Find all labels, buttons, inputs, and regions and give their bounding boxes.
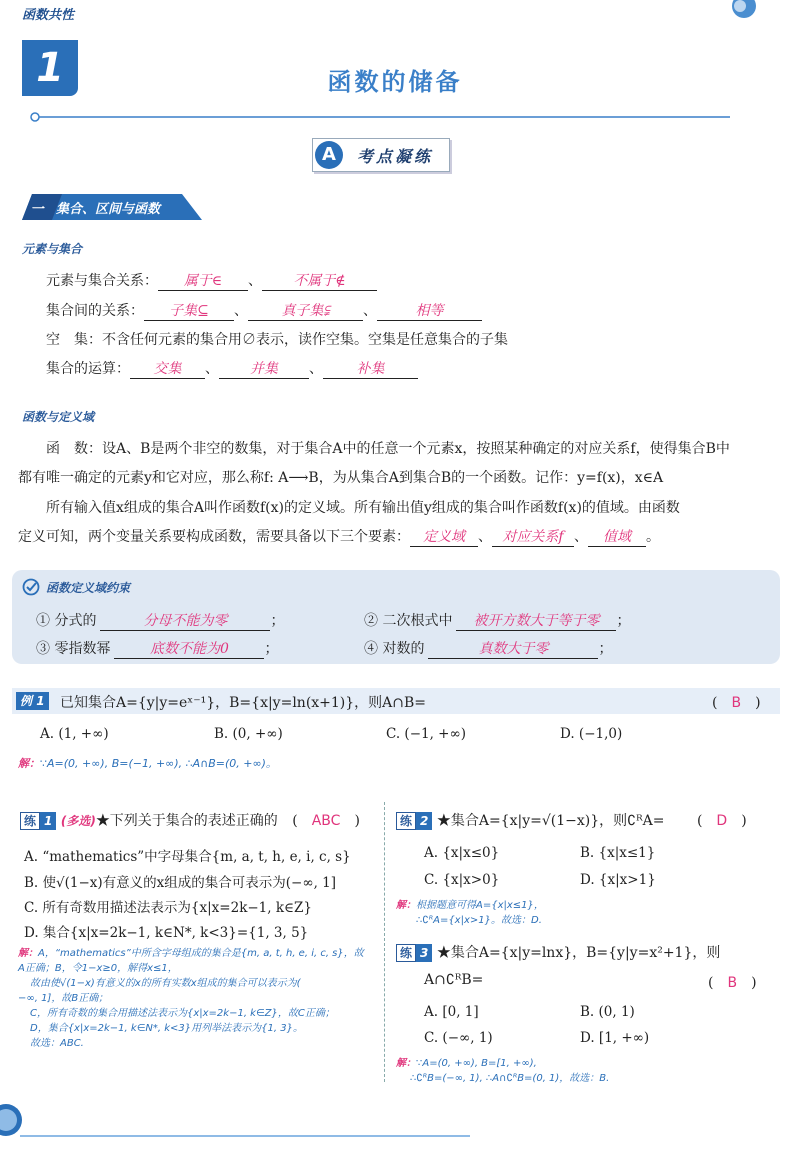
part-banner-text: 集合、区间与函数 xyxy=(56,202,161,217)
practice-num: 3 xyxy=(416,944,432,962)
part-banner-number: 一 xyxy=(32,202,46,217)
subheading-function-domain: 函数与定义域 xyxy=(22,410,95,424)
corner-logo-icon xyxy=(722,0,762,20)
constraint-zero-power: ③ 零指数幂 底数不能为0 ； xyxy=(36,641,279,657)
section-badge-letter: A xyxy=(315,141,343,169)
example-1-answer: ( B ) xyxy=(712,695,761,711)
practice-2-solution: 解：根据题意可得A={x|x≤1}， ∴∁ᴿA={x|x>1}。故选：D. xyxy=(396,900,544,926)
practice-3-solution: 解：∵A=(0, +∞), B=[1, +∞), ∴∁ᴿB=(−∞, 1), ∴A∩∁ᴿB=(0, 1)，故选：B. xyxy=(396,1058,610,1084)
blank-subset: 子集⊆ xyxy=(169,303,209,319)
practice-3-option-a: A. [0, 1] xyxy=(424,1004,479,1020)
element-mapping: 对应关系f xyxy=(502,529,564,545)
page-footer xyxy=(0,1100,790,1150)
check-icon xyxy=(22,578,40,600)
example-1-option-a: A. (1, +∞) xyxy=(40,726,109,742)
practice-3-header xyxy=(396,942,776,962)
blank-proper-subset: 真子集⫋ xyxy=(281,303,330,319)
practice-3-option-b: B. (0, 1) xyxy=(580,1004,635,1020)
practice-1-answer: ( ABC ) xyxy=(292,813,360,829)
practice-num: 2 xyxy=(416,812,432,830)
example-1-option-d: D. (−1,0) xyxy=(560,726,623,742)
practice-2-option-b: B. {x|x≤1} xyxy=(580,845,656,861)
practice-1-question: ★下列关于集合的表述正确的 xyxy=(95,813,278,829)
label: ④ 对数的 xyxy=(364,641,425,657)
practice-3-question-line2: A∩∁ᴿB= ( B ) xyxy=(424,972,757,991)
practice-3-option-d: D. [1, +∞) xyxy=(580,1030,650,1046)
constraint-fraction: ① 分式的 分母不能为零 ； xyxy=(36,613,285,629)
answer: 底数不能为0 xyxy=(149,641,229,657)
practice-1-option-a: A. “mathematics”中字母集合{m, a, t, h, e, i, c, s} xyxy=(24,849,351,865)
practice-2-header xyxy=(396,810,776,830)
label: ② 二次根式中 xyxy=(364,613,453,629)
label: 元素与集合关系： xyxy=(46,273,158,289)
practice-3-question: ★集合A={x|y=lnx}，B={y|y=x²+1}，则 xyxy=(436,945,721,961)
blank-union: 并集 xyxy=(250,361,278,377)
chapter-title: 函数的储备 xyxy=(327,68,463,96)
label: 集合的运算： xyxy=(46,361,130,377)
practice-2-option-c: C. {x|x>0} xyxy=(424,872,500,888)
practice-2-answer: ( D ) xyxy=(696,813,747,829)
function-def-line2: 都有唯一确定的元素y和它对应，那么称f: A⟶B，为从集合A到集合B的一个函数。记作：y=f(x)，x∈A xyxy=(18,470,664,486)
element-domain: 定义域 xyxy=(423,529,465,545)
element-range: 值域 xyxy=(603,529,631,545)
column-divider xyxy=(384,802,385,1082)
blank-intersection: 交集 xyxy=(153,361,182,377)
practice-3-option-c: C. (−∞, 1) xyxy=(424,1030,493,1046)
constraint-radical: ② 二次根式中 被开方数大于等于零 ； xyxy=(364,613,631,629)
label: 集合间的关系： xyxy=(46,303,144,319)
chapter-rule xyxy=(30,110,730,120)
example-tag: 例 1 xyxy=(16,692,49,710)
section-badge-text: 考点凝练 xyxy=(357,147,434,166)
practice-tag: 练 xyxy=(20,812,40,830)
domain-def-line2: 定义可知，两个变量关系要构成函数，需要具备以下三个要素： 定义域 、 对应关系f 、 值域 。 xyxy=(18,529,660,545)
blank-not-belongs: 不属于∉ xyxy=(293,273,346,289)
blank-complement: 补集 xyxy=(356,361,385,377)
practice-1-header xyxy=(20,810,370,830)
function-def-line1: 函 数：设A、B是两个非空的数集，对于集合A中的任意一个元素x，按照某种确定的对应关系f，使得集合B中 xyxy=(46,441,730,457)
example-1-option-c: C. (−1, +∞) xyxy=(386,726,467,742)
constraint-log: ④ 对数的 真数大于零 ； xyxy=(364,641,613,657)
practice-num: 1 xyxy=(40,812,56,830)
part-banner xyxy=(22,194,202,220)
section-badge xyxy=(312,138,450,172)
practice-1-option-d: D. 集合{x|x=2k−1, k∈N*, k<3}={1, 3, 5} xyxy=(24,925,309,941)
running-title: 函数共性 xyxy=(22,8,75,23)
example-1-question: 已知集合A={y|y=eˣ⁻¹}，B={x|y=ln(x+1)}，则A∩B= xyxy=(60,695,427,711)
practice-2-question: ★集合A={x|y=√(1−x)}，则∁ᴿA= xyxy=(436,813,665,829)
example-1-option-b: B. (0, +∞) xyxy=(214,726,283,742)
practice-3-answer: ( B ) xyxy=(708,975,757,991)
answer: 真数大于零 xyxy=(478,641,549,657)
practice-1-option-c: C. 所有奇数用描述法表示为{x|x=2k−1, k∈Z} xyxy=(24,900,313,916)
line-element-relation: 元素与集合关系： 属于∈ 、 不属于∉ xyxy=(46,270,377,291)
line-empty-set: 空 集：不含任何元素的集合用∅表示，读作空集。空集是任意集合的子集 xyxy=(46,332,508,348)
example-1-solution: 解：∵A=(0, +∞), B=(−1, +∞), ∴A∩B=(0, +∞)。 xyxy=(18,757,277,770)
label: ① 分式的 xyxy=(36,613,97,629)
line-set-relation: 集合间的关系： 子集⊆ 、 真子集⫋ 、 相等 xyxy=(46,300,482,321)
blank-equal: 相等 xyxy=(415,303,444,319)
line-set-operations: 集合的运算： 交集 、 并集 、 补集 xyxy=(46,358,418,379)
domain-def-line1: 所有输入值x组成的集合A叫作函数f(x)的定义域。所有输出值y组成的集合叫作函数f(x)的值域。由函数 xyxy=(46,500,680,516)
practice-1-solution: 解：A，“mathematics”中所含字母组成的集合是{m, a, t, h, e, i, c, s}，故 A正确；B，令1−x≥0，解得x≤1， 故由使√(1−x)有意义的x的所有实数x组成的集合可以表示为( −∞, 1]，故B正确； C，所有奇数的集合用描述法表示为{x|x=2k−1, k∈Z}，故C正确； D，集合{x|x=2k−1, k∈N*, k<3}用列举法表示为{1, 3}。 故选：ABC. xyxy=(18,948,364,1049)
practice-2-option-a: A. {x|x≤0} xyxy=(424,845,500,861)
subheading-elements-sets: 元素与集合 xyxy=(22,242,83,256)
domain-constraints-box xyxy=(12,570,780,664)
label: ③ 零指数幂 xyxy=(36,641,111,657)
chapter-number: 1 xyxy=(36,45,64,91)
blank-belongs: 属于∈ xyxy=(183,273,223,289)
constraints-title: 函数定义域约束 xyxy=(46,581,131,595)
text: 定义可知，两个变量关系要构成函数，需要具备以下三个要素： xyxy=(18,529,410,545)
practice-1-type: (多选) xyxy=(60,814,96,828)
practice-2-option-d: D. {x|x>1} xyxy=(580,872,656,888)
practice-tag: 练 xyxy=(396,944,416,962)
practice-tag: 练 xyxy=(396,812,416,830)
answer: 分母不能为零 xyxy=(143,613,228,629)
practice-1-option-b: B. 使√(1−x)有意义的x组成的集合可表示为(−∞, 1] xyxy=(24,875,337,891)
example-1-header xyxy=(12,688,780,714)
answer: 被开方数大于等于零 xyxy=(473,613,600,629)
